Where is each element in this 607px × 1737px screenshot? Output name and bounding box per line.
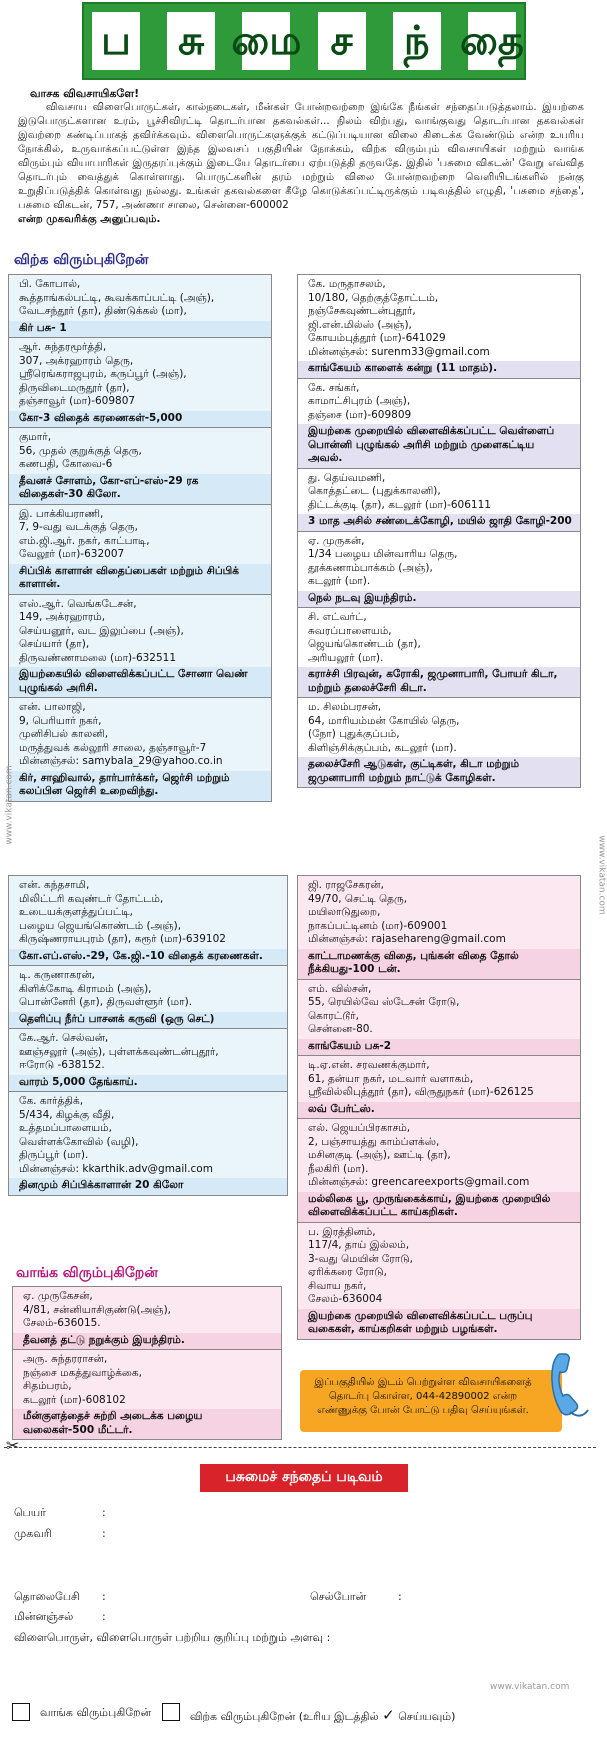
listing-address: ப. இரத்தினம், 117/4, தாய் இல்லம், 3-வது மெயின் ரோடு, ஏரிக்கரை ரோடு, சிவாய நகர், சேலம்-636004: [298, 1223, 580, 1309]
intro-text: விவசாய விளைபொருட்கள், கால்நடைகள், மீன்கள் போன்றவற்றை இங்கே நீங்கள் சந்தைப்படுத்தலாம். இயற்கை இடுபொருட்களான உரம், பூச்சிவிரட்டி தொடர்பான தகவல்கள்... நிலம் விற்பது, வாங்குவது தொடர்பான தகவல்கள் இவற்றை கண்டிப்பாகத் தவிர்க்கவும். விளைபொருட்களுக்குக் கட்டுப்படியான விலை கிடைக்க வேண்டும் என்ற உயரிய நோக்கில், உருவாக்கப்பட்டுள்ள இந்த இலவசப் பகுதியின் நோக்கம், விற்க விரும்பும் விவசாயிகள் மற்றும் வாங்க விரும்பும் வியாபாரிகள் இருதரப்புக்கும் இடையே தொடர்பை ஏற்படுத்தி தருவதே. இதில் 'பசுமை விகடன்' வேறு எவ்வித தொடர்பும் வைத்துக் கொள்ளாது. பொருட்களின் தரம் மற்றும் விலை போன்றவற்றை வெளியிடங்களில் நன்கு உறுதிப்படுத்திக் கொள்வது நல்லது. உங்கள் தகவல்களை கீழே கொடுக்கப்பட்டிருக்கும் படிவத்தில் எழுதி, 'பசுமை சந்தை', பசுமை விகடன், 757, அண்ணா சாலை, சென்னை-600002: [18, 102, 584, 211]
sell-listings-right-top: [297, 274, 581, 787]
listing-address: குமார், 56, முதல் குறுக்குத் தெரு, கணபதி, கோவை-6: [9, 428, 271, 474]
listing-card: [297, 1118, 581, 1223]
phone-icon: [548, 1352, 592, 1422]
listing-address: ஏ. முருகன், 1/34 பழைய மின்வாரிய தெரு, தூக்கணாம்பாக்கம் (அஞ்), கடலூர் (மா).: [298, 532, 580, 591]
contact-note: இப்பகுதியில் இடம் பெற்றுள்ள விவசாயிகளைத் தொடர்பு கொள்ள, 044-42890002 என்ற எண்ணுக்கு போன் போட்டு பதிவு செய்யுங்கள்.: [300, 1370, 562, 1432]
listing-item: வாரம் 5,000 தேங்காய்.: [9, 1075, 287, 1092]
listing-card: [8, 274, 272, 338]
mobile-colon: :: [398, 1590, 402, 1603]
listing-address: ஏ. முருகேசன், 4/81, சன்னியாசிகுண்டு(அஞ்), சேலம்-636015.: [13, 1287, 281, 1333]
listing-item: கராச்சி பிரவுன், கரோகி, ஜமுனாபாரி, போயர் கிடா, மற்றும் தலைச்சேரி கிடா.: [298, 667, 580, 697]
title-banner: [82, 2, 526, 80]
listing-item: இயற்கை முறையில் விளைவிக்கப்பட்ட வெள்ளைப் பொன்னி புழுங்கல் அரிசி மற்றும் முளைகட்டிய அவல்.: [298, 424, 580, 468]
name-label: பெயர்: [14, 1506, 46, 1519]
listing-card: [8, 697, 272, 802]
listing-address: அரு. சுந்தரராசன், நஞ்சை மகத்துவாழ்க்கை, சிதம்பரம், கடலூர் (மா)-608102: [13, 1350, 281, 1409]
listing-card: [297, 531, 581, 609]
phone-label: தொலைபேசி: [14, 1590, 80, 1603]
listing-card: [12, 1349, 282, 1440]
listing-card: [297, 1055, 581, 1119]
listing-item: லவ் பேர்ட்ஸ்.: [298, 1102, 580, 1119]
name-colon: :: [102, 1506, 106, 1519]
sell-listings-right-bottom: [297, 875, 581, 1339]
listing-address: எல். ஜெயப்பிரகாசம், 2, பஞ்சாயத்து காம்ப்ளக்ஸ், மசினகுடி (அஞ்), ஊட்டி (தா), நீலகிரி (மா). மின்னஞ்சல்: greencareexports@gmail.com: [298, 1119, 580, 1192]
listing-address: ம. சிலம்பரசன், 64, மாரியம்மன் கோயில் தெரு, (நோ) புதுக்குப்பம், கிளிஞ்சிக்குப்பம், கடலூர் (மா).: [298, 698, 580, 757]
listing-card: [8, 427, 272, 505]
listing-address: பி. கோபால், கூத்தாங்கல்பட்டி, கூவக்காப்பட்டி (அஞ்), வேடசந்தூர் (தா), திண்டுக்கல் (மா),: [9, 275, 271, 321]
title-letter: ப: [92, 12, 140, 70]
listing-item: காங்கேயம் பசு-2: [298, 1039, 580, 1056]
watermark-bottom: www.vikatan.com: [490, 1682, 570, 1692]
listing-item: இயற்கையில் விளைவிக்கப்பட்ட சோனா வெண் புழுங்கல் அரிசி.: [9, 667, 271, 697]
listing-card: [297, 274, 581, 379]
buy-heading: வாங்க விரும்புகிறேன்: [16, 1265, 158, 1281]
produce-label-text: விளைபொருள், விளைபொருள் பற்றிய குறிப்பு மற்றும் அளவு: [14, 1631, 324, 1644]
produce-colon: :: [326, 1631, 331, 1644]
listing-address: ஜி. ராஜசேகரன், 49/70, செட்டி தெரு, மயிலாடுதுறை, நாகப்பட்டினம் (மா)-609001 மின்னஞ்சல்: rajasehareng@gmail.com: [298, 876, 580, 949]
title-letter: தை: [468, 12, 516, 70]
listing-address: டி.ஏ.என். சரவணக்குமார், 61, தன்யா நகர், மடவார் வளாகம், ஸ்ரீவில்லிபுத்தூர் (தா), விருதுநகர் (மா)-626125: [298, 1056, 580, 1102]
intro-last-line: என்ற முகவரிக்கு அனுப்பவும்.: [18, 214, 161, 225]
listing-card: [297, 697, 581, 788]
listing-card: [297, 1222, 581, 1340]
listing-card: [8, 594, 272, 699]
listing-item: தலைச்சேரி ஆடுகள், குட்டிகள், கிடா மற்றும் ஜமுனாபாரி மற்றும் நாட்டுக் கோழிகள்.: [298, 757, 580, 787]
listing-address: கே. கார்த்திக், 5/434, கிழக்கு வீதி, உத்தமப்பாளையம், வெள்ளக்கோவில் (வழி), திருப்பூர் (மா). மின்னஞ்சல்: kkarthik.adv@gmail.com: [9, 1092, 287, 1178]
listing-card: [297, 607, 581, 698]
listing-card: [12, 1286, 282, 1350]
listing-card: [297, 875, 581, 980]
listing-item: மீன்குளத்தைச் சுற்றி அடைக்க பழைய வலைகள்-500 மீட்டர்.: [13, 1409, 281, 1439]
buy-listings: [12, 1286, 282, 1439]
listing-item: காட்டாமணக்கு விதை, புங்கன் விதை தோல் நீக்கியது-100 டன்.: [298, 949, 580, 979]
listing-card: [8, 875, 288, 966]
sell-listings-left-bottom: [8, 875, 288, 1195]
title-letter: ச: [318, 12, 366, 70]
email-colon: :: [102, 1610, 106, 1623]
listing-item: தீவனத் தட்டு நறுக்கும் இயந்திரம்.: [13, 1333, 281, 1350]
listing-item: கிர், சாஹிவால், தார்பார்க்கர், ஜெர்சி மற்றும் கலப்பின ஜெர்சி உறைவிந்து.: [9, 771, 271, 801]
sell-checkbox[interactable]: [162, 1703, 180, 1721]
listing-card: [8, 1091, 288, 1196]
listing-address: என். கந்தசாமி, மிலிட்டரி கவுண்டர் தோட்டம், உடையக்குளத்துப்பட்டி, பழைய ஜெயங்கொண்டம் (அஞ்), கிருஷ்ணராயபுரம் (தா), கரூர் (மா)-639102: [9, 876, 287, 949]
watermark-left: www.vikatan.com: [4, 765, 15, 845]
listing-item: காங்கேயம் காளைக் கன்று (11 மாதம்).: [298, 361, 580, 378]
listing-item: 3 மாத அசில் சண்டைக்கோழி, மயில் ஜாதி கோழி-200: [298, 514, 580, 531]
mobile-label: செல்போன்: [310, 1590, 367, 1603]
listing-item: மல்லிகை பூ, முருங்கைக்காய், இயற்கை முறையில் விளைவிக்கப்பட்ட காய்கறிகள்.: [298, 1192, 580, 1222]
listing-address: எஸ்.ஆர். வெங்கடேசன், 149, அக்ரஹாரம், செய்யனூர், வட இலுப்பை (அஞ்), செய்யார் (தா), திருவண்ணாமலை (மா)-632511: [9, 595, 271, 668]
scissors-icon: ✂: [6, 1436, 20, 1455]
listing-item: தெளிப்பு நீர்ப் பாசனக் கருவி (ஒரு செட்): [9, 1012, 287, 1029]
listing-card: [297, 378, 581, 469]
sell-heading: விற்க விரும்புகிறேன்: [14, 252, 149, 268]
tick-icon: ✓: [382, 1706, 395, 1724]
listing-card: [297, 979, 581, 1057]
listing-card: [8, 337, 272, 428]
title-letter: ந்: [393, 12, 441, 70]
listing-address: எம். வில்சன், 55, ரெயில்வே ஸ்டேசன் ரோடு, கொரட்டூர், சென்னை-80.: [298, 980, 580, 1039]
listing-item: சிப்பிக் காளான் விதைப்பைகள் மற்றும் சிப்பிக் காளான்.: [9, 564, 271, 594]
listing-item: கோ.எப்.எஸ்.-29, கே.ஜி.-10 விதைக் கரணைகள்.: [9, 949, 287, 966]
listing-item: தினமும் சிப்பிக்காளான் 20 கிலோ: [9, 1178, 287, 1195]
sell-option-end: செய்யவும்): [398, 1710, 456, 1723]
form-title: பசுமைச் சந்தைப் படிவம்: [200, 1464, 408, 1492]
listing-address: என். பாலாஜி, 9, பெரியார் நகர், முனிசிபல் காலனி, மருத்துவக் கல்லூரி சாலை, தஞ்சாவூர்-7 மின்னஞ்சல்: samybala_29@yahoo.co.in: [9, 698, 271, 771]
sell-option-label: [190, 1706, 455, 1725]
address-label: முகவரி: [14, 1527, 52, 1540]
buy-checkbox[interactable]: [12, 1703, 30, 1721]
phone-colon: :: [102, 1590, 106, 1603]
listing-address: கே.ஆர். செல்வன், ஊஞ்சலூர் (அஞ்), புள்ளக்கவுண்டன்புதூர், ஈரோடு -638152.: [9, 1029, 287, 1075]
listing-card: [8, 504, 272, 595]
title-letters: [92, 12, 524, 70]
watermark-right: www.vikatan.com: [596, 835, 607, 915]
listing-item: கோ-3 விதைக் கரணைகள்-5,000: [9, 411, 271, 428]
listing-item: கிர் பசு- 1: [9, 321, 271, 338]
listing-address: கே. சங்கர், காமாட்சிபுரம் (அஞ்), தஞ்சை (மா)-609809: [298, 379, 580, 425]
listing-address: இ. பாக்கியராணி, 7, 9-வது வடக்குத் தெரு, எம்.ஜி.ஆர். நகர், காட்பாடி, வேலூர் (மா)-632007: [9, 505, 271, 564]
sell-option-text: விற்க விரும்புகிறேன் (உரிய இடத்தில்: [190, 1710, 379, 1723]
listing-address: ஆர். சுந்தரமூர்த்தி, 307, அக்ரஹாரம் தெரு, ஸ்ரீரெங்கராஜபுரம், கருப்பூர் (அஞ்), திருவிடைமருதூர் (தா), தஞ்சாவூர் (மா)-609807: [9, 338, 271, 411]
title-letter: சு: [167, 12, 215, 70]
produce-label: [14, 1631, 330, 1646]
listing-item: நெல் நடவு இயந்திரம்.: [298, 591, 580, 608]
address-colon: :: [102, 1527, 106, 1540]
listing-address: கே. மருதாசலம், 10/180, தெற்குத்தோட்டம், நஞ்சேகவுண்டன்புதூர், ஜி.என்.மில்ஸ் (அஞ்), கோயம்புத்தூர் (மா)-641029 மின்னஞ்சல்: surenm33@gmail.com: [298, 275, 580, 361]
listing-address: சி. எட்வர்ட், சுவரப்பாளையம், ஜெயங்கொண்டம் (தா), அரியலூர் (மா).: [298, 608, 580, 667]
cut-line: [4, 1447, 596, 1448]
listing-item: தீவனச் சோளம், கோ-எப்-எஸ்-29 ரக விதைகள்-30 கிலோ.: [9, 474, 271, 504]
listing-item: இயற்கை முறையில் விளைவிக்கப்பட்ட பருப்பு வகைகள், காய்கறிகள் மற்றும் பழங்கள்.: [298, 1309, 580, 1339]
listing-card: [8, 965, 288, 1029]
email-label: மின்னஞ்சல்: [14, 1610, 74, 1623]
listing-card: [8, 1028, 288, 1092]
listing-address: டி. கருணாகரன், கிளிக்கோடி கிராமம் (அஞ்), பொன்னேரி (தா), திருவள்ளூர் (மா).: [9, 966, 287, 1012]
buy-option-label: வாங்க விரும்புகிறேன்: [40, 1706, 152, 1719]
title-letter: மை: [242, 12, 290, 70]
listing-address: து. தெய்வமணி, கொத்தட்டை (புதுக்காலனி), திட்டக்குடி (தா), கடலூர் (மா)-606111: [298, 469, 580, 515]
greeting: வாசக விவசாயிகளே!: [30, 87, 140, 100]
sell-listings-left-top: [8, 274, 272, 801]
listing-card: [297, 468, 581, 532]
